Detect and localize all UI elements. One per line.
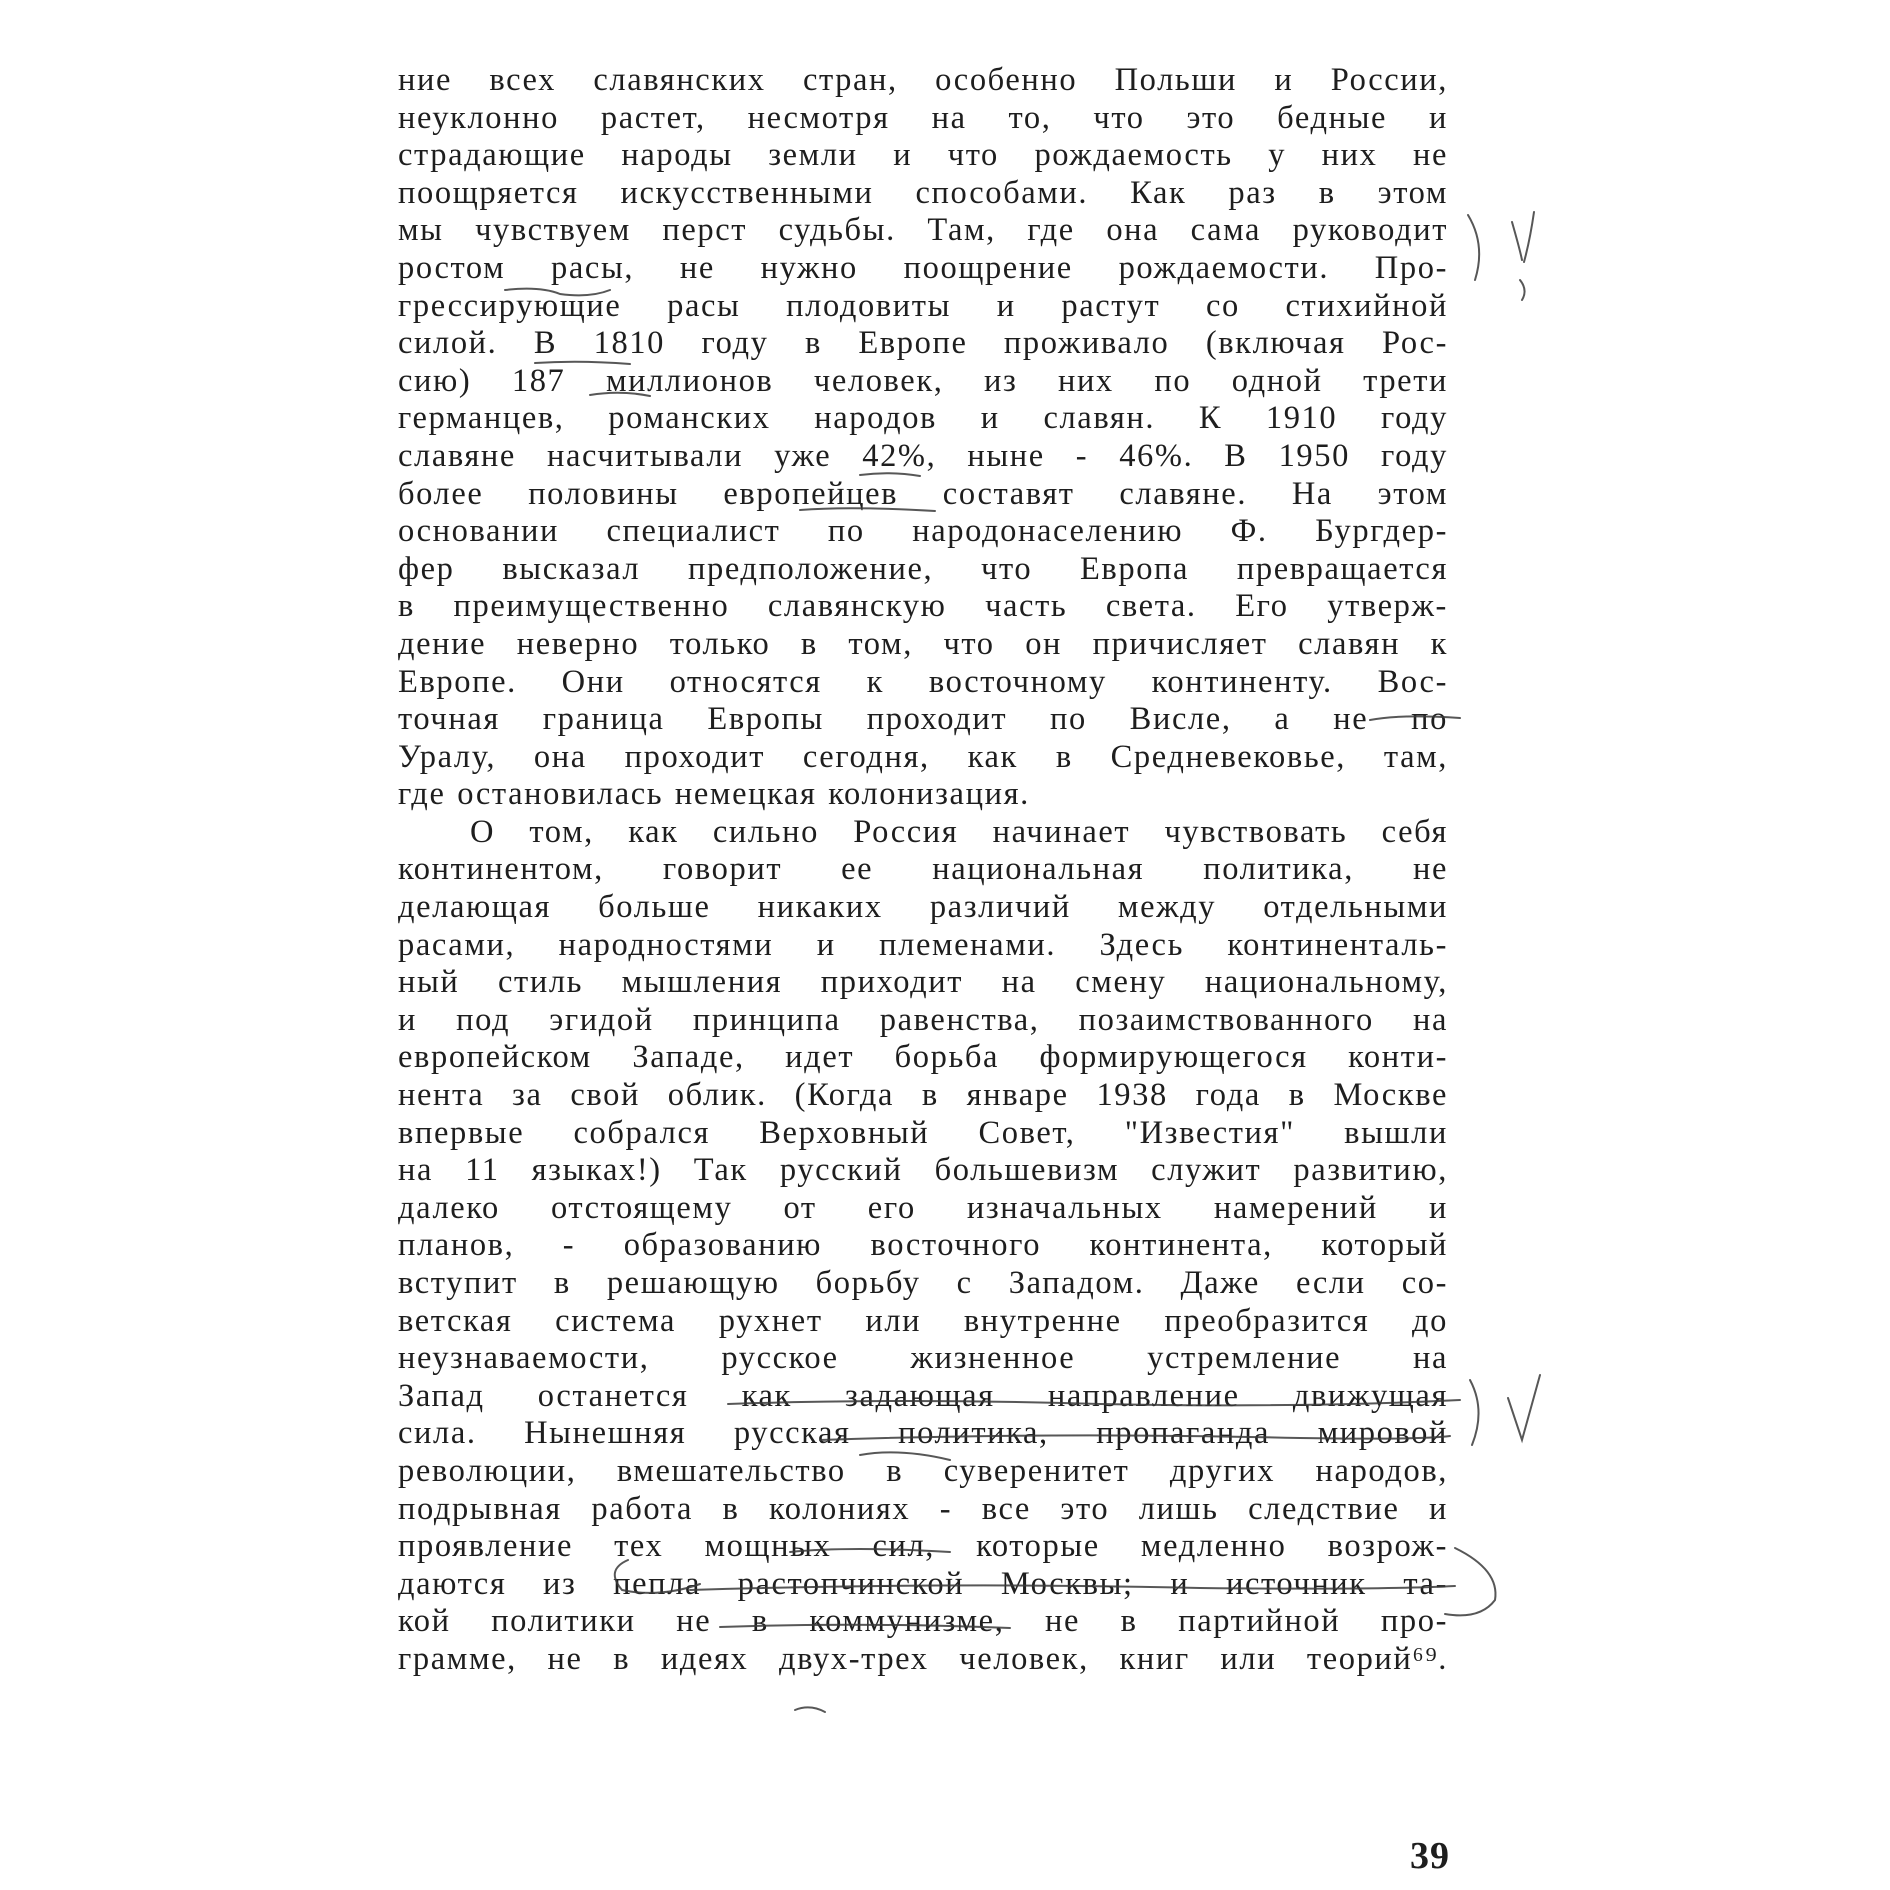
text-line: Уралу, она проходит сегодня, как в Средневековье, там,: [398, 738, 1448, 775]
body-text: [398, 62, 1448, 1679]
paragraph-start-line: О том, как сильно Россия начинает чувствовать себя: [470, 813, 1448, 850]
text-line: ростом расы, не нужно поощрение рождаемости. Про-: [398, 249, 1448, 286]
text-line: Европе. Они относятся к восточному континенту. Вос-: [398, 663, 1448, 700]
text-line: ние всех славянских стран, особенно Польши и России,: [398, 62, 1448, 98]
text-line: даются из пепла растопчинской Москвы; и источник та-: [398, 1565, 1448, 1602]
text-line: дение неверно только в том, что он причисляет славян к: [398, 625, 1448, 662]
text-line: славяне насчитывали уже 42%, ныне - 46%. В 1950 году: [398, 437, 1448, 474]
text-line: поощряется искусственными способами. Как раз в этом: [398, 174, 1448, 211]
text-line: европейском Западе, идет борьба формирующегося конти-: [398, 1039, 1448, 1076]
text-line: грамме, не в идеях двух-трех человек, книг или теорий⁶⁹.: [398, 1640, 1448, 1677]
text-line: сию) 187 миллионов человек, из них по одной трети: [398, 362, 1448, 399]
text-line: планов, - образованию восточного континента, который: [398, 1227, 1448, 1264]
page-number: 39: [1410, 1835, 1450, 1877]
text-line: неузнаваемости, русское жизненное устремление на: [398, 1340, 1448, 1377]
text-line: мы чувствуем перст судьбы. Там, где она сама руководит: [398, 212, 1448, 249]
text-line: проявление тех мощных сил, которые медленно возрож-: [398, 1528, 1448, 1565]
text-line: ный стиль мышления приходит на смену национальному,: [398, 964, 1448, 1001]
paragraph-end-line: где остановилась немецкая колонизация.: [398, 776, 1030, 813]
margin-check-mark: [1512, 212, 1534, 300]
text-line: грессирующие расы плодовиты и растут со стихийной: [398, 287, 1448, 324]
text-line: сила. Нынешняя русская политика, пропаганда мировой: [398, 1415, 1448, 1452]
text-line: фер высказал предположение, что Европа превращается: [398, 550, 1448, 587]
text-line: более половины европейцев составят славяне. На этом: [398, 475, 1448, 512]
text-line: силой. В 1810 году в Европе проживало (включая Рос-: [398, 325, 1448, 362]
text-line: на 11 языках!) Так русский большевизм служит развитию,: [398, 1152, 1448, 1189]
text-line: Запад останется как задающая направление движущая: [398, 1377, 1448, 1414]
margin-bracket: [1470, 1380, 1479, 1445]
pencil-arc: [1445, 1548, 1496, 1615]
pencil-underline: [795, 1707, 825, 1712]
text-line: в преимущественно славянскую часть света. Его утверж-: [398, 588, 1448, 625]
text-line: основании специалист по народонаселению Ф. Бургдер-: [398, 513, 1448, 550]
text-line: неуклонно растет, несмотря на то, что это бедные и: [398, 99, 1448, 136]
text-line: ветская система рухнет или внутренне преобразится до: [398, 1302, 1448, 1339]
text-line: подрывная работа в колониях - все это лишь следствие и: [398, 1490, 1448, 1527]
text-line: и под эгидой принципа равенства, позаимствованного на: [398, 1001, 1448, 1038]
text-line: страдающие народы земли и что рождаемость у них не: [398, 137, 1448, 174]
text-line: далеко отстоящему от его изначальных намерений и: [398, 1189, 1448, 1226]
text-line: делающая больше никаких различий между отдельными: [398, 889, 1448, 926]
margin-check-mark: [1508, 1375, 1540, 1440]
text-line: впервые собрался Верховный Совет, "Известия" вышли: [398, 1114, 1448, 1151]
text-line: революции, вмешательство в суверенитет других народов,: [398, 1452, 1448, 1489]
margin-bracket: [1468, 215, 1479, 280]
text-line: точная граница Европы проходит по Висле, а не по: [398, 701, 1448, 738]
text-line: германцев, романских народов и славян. К 1910 году: [398, 400, 1448, 437]
text-line: вступит в решающую борьбу с Западом. Даже если со-: [398, 1265, 1448, 1301]
text-line: кой политики не в коммунизме, не в партийной про-: [398, 1603, 1448, 1640]
text-line: расами, народностями и племенами. Здесь континенталь-: [398, 926, 1448, 963]
text-line: нента за свой облик. (Когда в январе 1938 года в Москве: [398, 1077, 1448, 1114]
text-line: континентом, говорит ее национальная политика, не: [398, 851, 1448, 888]
